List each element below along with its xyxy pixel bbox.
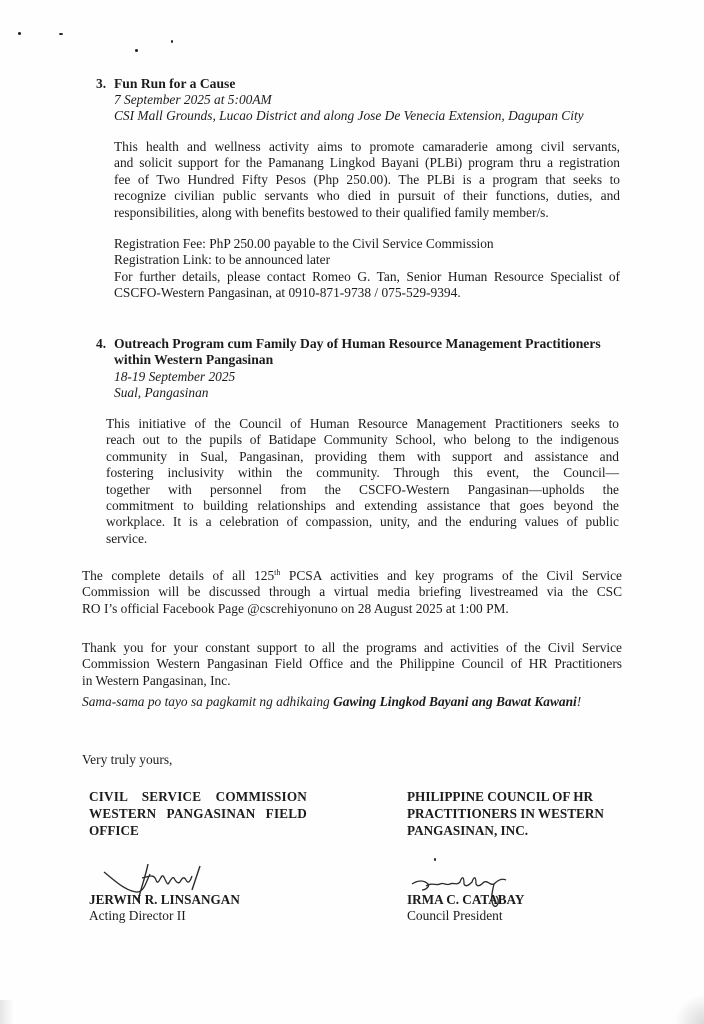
signatory-name: JERWIN R. LINSANGAN bbox=[89, 892, 240, 907]
text-fragment: The complete details of all 125 bbox=[82, 568, 275, 583]
org-line: OFFICE bbox=[89, 823, 139, 838]
ordinal-suffix: th bbox=[274, 568, 281, 577]
motto-emphasis: Gawing Lingkod Bayani ang Bawat Kawani bbox=[333, 694, 577, 709]
text-line: This initiative of the Council of Human Resource Management Practitioners seeks to bbox=[106, 416, 619, 431]
org-line: PHILIPPINE COUNCIL OF HR bbox=[407, 789, 593, 804]
text-line: Commission will be discussed through a virtual media briefing livestreamed via the CSC bbox=[82, 584, 622, 600]
text-line: This health and wellness activity aims to promote camaraderie among civil servants, bbox=[114, 139, 620, 154]
motto-lead: Sama-sama po tayo sa pagkamit ng adhikaing bbox=[82, 694, 334, 709]
text-line: community in Sual, Pangasinan, providing them with support and assistance and bbox=[106, 448, 619, 464]
signatory-org bbox=[407, 788, 627, 839]
text-line: Commission Western Pangasinan Field Office and the Philippine Council of HR Practitioners bbox=[82, 656, 622, 672]
text-line: reach out to the pupils of Batidape Community School, who belong to the indigenous bbox=[106, 432, 619, 448]
text-line: fostering inclusivity within the community. Through this event, the Council— bbox=[106, 465, 619, 481]
title-line: Outreach Program cum Family Day of Human Resource Management Practitioners bbox=[114, 336, 601, 351]
item-venue: Sual, Pangasinan bbox=[114, 385, 209, 400]
signatory-position: Council President bbox=[407, 908, 503, 923]
item-venue: CSI Mall Grounds, Lucao District and along Jose De Venecia Extension, Dagupan City bbox=[114, 108, 584, 123]
org-line: CIVIL SERVICE COMMISSION bbox=[89, 789, 307, 804]
closing: Very truly yours, bbox=[82, 752, 173, 767]
item-description bbox=[114, 139, 620, 221]
thanks-paragraph bbox=[82, 640, 622, 689]
item-date: 18-19 September 2025 bbox=[114, 369, 236, 384]
item-details bbox=[114, 236, 620, 302]
org-line: PANGASINAN, INC. bbox=[407, 823, 529, 838]
contact-info: For further details, please contact Romeo G. Tan, Senior Human Resource Specialist of bbox=[114, 268, 620, 284]
page-corner-shadow bbox=[674, 994, 704, 1024]
text-line: recognize civilian public servants who died in pursuit of their functions, duties, and bbox=[114, 188, 620, 204]
motto bbox=[82, 694, 581, 710]
text-line: service. bbox=[106, 530, 148, 546]
item-number: 4. bbox=[96, 336, 107, 351]
scan-speck bbox=[18, 32, 21, 35]
text-line: Thank you for your constant support to all the programs and activities of the Civil Service bbox=[82, 640, 622, 655]
signatory-org bbox=[89, 788, 307, 839]
scan-speck bbox=[59, 33, 63, 35]
contact-numbers: CSCFO-Western Pangasinan, at 0910-871-9738 / 075-529-9394. bbox=[114, 285, 461, 301]
registration-link: Registration Link: to be announced later bbox=[114, 252, 331, 268]
scan-speck bbox=[171, 40, 173, 43]
registration-fee: Registration Fee: PhP 250.00 payable to the Civil Service Commission bbox=[114, 236, 494, 251]
text-line: commitment to building relationships and extending assistance that goes beyond the bbox=[106, 498, 619, 514]
text-line: responsibilities, along with benefits bestowed to their qualified family member/s. bbox=[114, 204, 549, 220]
title-line: within Western Pangasinan bbox=[114, 352, 274, 368]
text-line: and solicit support for the Pamanang Lingkod Bayani (PLBi) program thru a registration bbox=[114, 155, 620, 171]
item-date: 7 September 2025 at 5:00AM bbox=[114, 92, 272, 107]
text-line: RO I’s official Facebook Page @cscrehiyonuno on 28 August 2025 at 1:00 PM. bbox=[82, 600, 509, 616]
text-line: fee of Two Hundred Fifty Pesos (Php 250.00). The PLBi is a program that seeks to bbox=[114, 171, 620, 187]
scan-speck bbox=[135, 49, 138, 52]
text-line: together with personnel from the CSCFO-Western Pangasinan—upholds the bbox=[106, 481, 619, 497]
org-line: WESTERN PANGASINAN FIELD bbox=[89, 806, 307, 821]
org-line: PRACTITIONERS IN WESTERN bbox=[407, 806, 604, 821]
scan-speck bbox=[434, 858, 436, 861]
text-line bbox=[82, 568, 622, 584]
briefing-paragraph bbox=[82, 568, 622, 617]
item-title bbox=[114, 336, 601, 369]
signatory-position: Acting Director II bbox=[89, 908, 186, 923]
item-number: 3. bbox=[96, 76, 107, 91]
item-description bbox=[106, 416, 619, 547]
text-line: in Western Pangasinan, Inc. bbox=[82, 672, 231, 688]
text-line: workplace. It is a celebration of compassion, unity, and the enduring values of public bbox=[106, 514, 619, 530]
text-fragment: PCSA activities and key programs of the Civil Service bbox=[280, 568, 622, 583]
item-title: Fun Run for a Cause bbox=[114, 76, 236, 91]
motto-end: ! bbox=[576, 694, 582, 709]
page-edge-shadow bbox=[0, 1000, 14, 1024]
signatory-name: IRMA C. CATABAY bbox=[407, 892, 525, 907]
